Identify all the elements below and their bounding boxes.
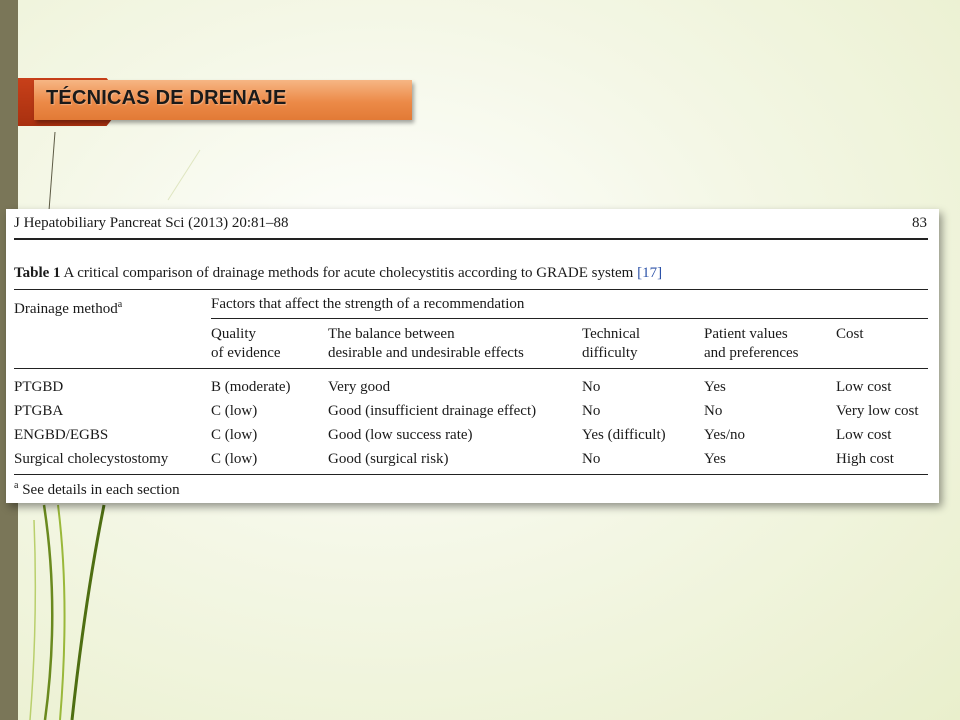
table-top-rule bbox=[14, 289, 928, 290]
table-row-difficulty: No bbox=[582, 379, 601, 395]
table-bottom-rule bbox=[14, 474, 928, 475]
col-header-quality: Quality of evidence bbox=[211, 326, 281, 361]
table-row-difficulty: No bbox=[582, 451, 601, 467]
table-row-cost: High cost bbox=[836, 451, 894, 467]
caption-label: Table 1 bbox=[14, 265, 61, 281]
table-row-values: Yes/no bbox=[704, 427, 745, 443]
slide-title: TÉCNICAS DE DRENAJE bbox=[46, 87, 287, 109]
page-number: 83 bbox=[912, 215, 927, 231]
col-header-balance: The balance between desirable and undesirable effects bbox=[328, 326, 524, 361]
col-header-drainage-method: Drainage method$^a$ bbox=[14, 299, 123, 317]
table-header-rule bbox=[14, 368, 928, 369]
table-row-cost: Low cost bbox=[836, 427, 892, 443]
table-row-balance: Very good bbox=[328, 379, 391, 395]
col-header-patient-values: Patient values and preferences bbox=[704, 326, 799, 361]
table-row-balance: Good (surgical risk) bbox=[328, 451, 449, 467]
table-row-method: ENGBD/EGBS bbox=[14, 427, 109, 443]
table-row-values: Yes bbox=[704, 451, 726, 467]
col-header-difficulty: Technical difficulty bbox=[582, 326, 641, 361]
table-row-values: No bbox=[704, 403, 723, 419]
table-row-quality: C (low) bbox=[211, 451, 258, 467]
table-caption bbox=[14, 265, 662, 282]
table-row-balance: Good (insufficient drainage effect) bbox=[328, 403, 537, 419]
table-row-quality: C (low) bbox=[211, 403, 258, 419]
table-row-quality: B (moderate) bbox=[211, 379, 291, 395]
table-row-method: PTGBD bbox=[14, 379, 64, 395]
table-row-method: PTGBA bbox=[14, 403, 64, 419]
caption-reference-link[interactable]: [17] bbox=[637, 265, 663, 281]
table-row-method: Surgical cholecystostomy bbox=[14, 451, 169, 467]
group-header-rule bbox=[211, 318, 928, 319]
table-row-quality: C (low) bbox=[211, 427, 258, 443]
table-row-difficulty: Yes (difficult) bbox=[582, 427, 666, 443]
table-row-values: Yes bbox=[704, 379, 726, 395]
table-row-cost: Low cost bbox=[836, 379, 892, 395]
caption-text: A critical comparison of drainage methods for acute cholecystitis according to GRADE system bbox=[63, 265, 634, 281]
group-header-factors: Factors that affect the strength of a recommendation bbox=[211, 296, 525, 312]
col-header-cost: Cost bbox=[836, 326, 864, 342]
table-row-balance: Good (low success rate) bbox=[328, 427, 473, 443]
header-rule bbox=[14, 238, 928, 240]
table-footnote: $^a$ See details in each section bbox=[14, 480, 180, 498]
table-row-cost: Very low cost bbox=[836, 403, 919, 419]
table-row-difficulty: No bbox=[582, 403, 601, 419]
journal-citation: J Hepatobiliary Pancreat Sci (2013) 20:81–88 bbox=[14, 215, 289, 231]
